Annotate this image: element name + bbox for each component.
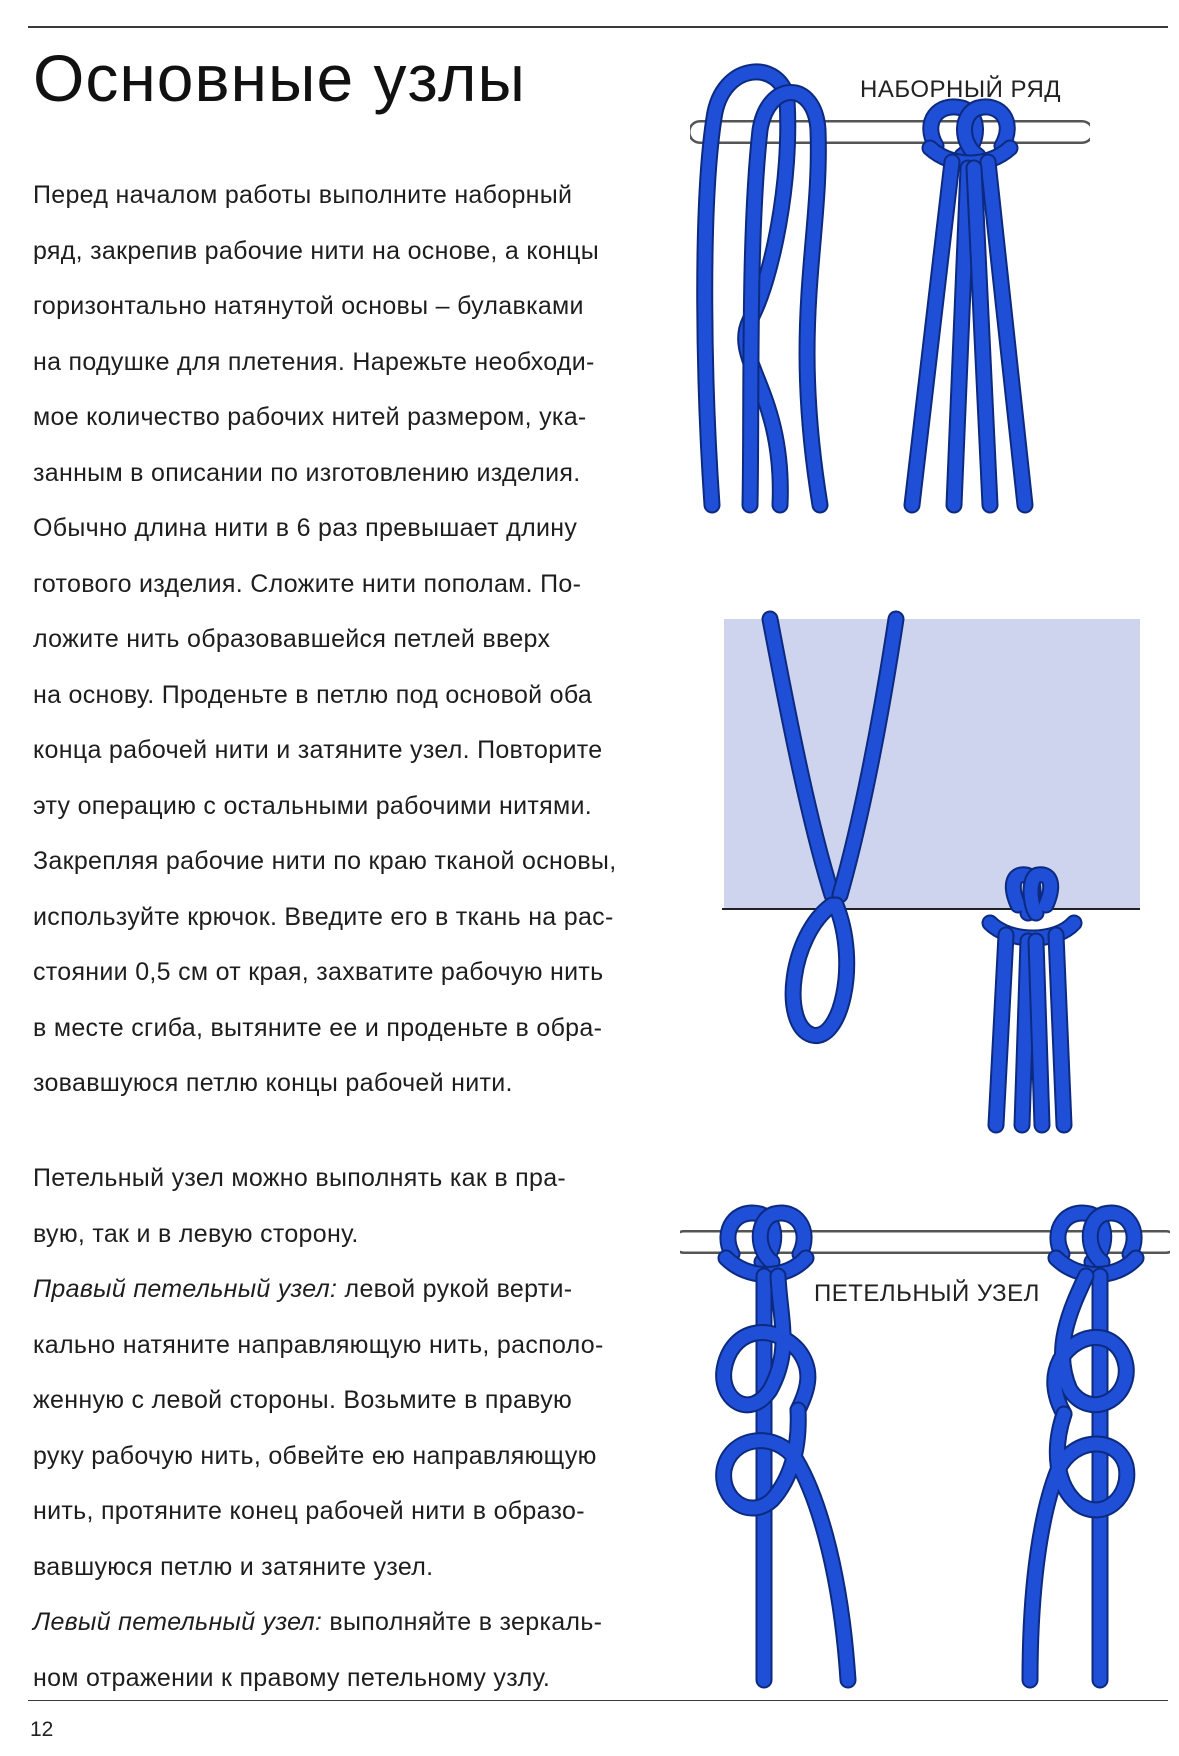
text-line: ложите нить образовавшейся петлей вверх [33, 625, 551, 653]
text-line: эту операцию с остальными рабочими нитями. [33, 791, 592, 820]
fabric-diagram [710, 605, 1150, 1135]
right-knot-term: Правый петельный узел: [33, 1275, 338, 1303]
text-line: занным в описании по изготовлению изделия. [33, 458, 581, 487]
intro-text [33, 168, 673, 1112]
figure-fabric-base [710, 605, 1150, 1135]
cast-on-label: НАБОРНЫЙ РЯД [860, 76, 1062, 103]
text-line: готового изделия. Сложите нити пополам. По- [33, 569, 582, 598]
text-line: конца рабочей нити и затяните узел. Повторите [33, 736, 603, 764]
top-rule [28, 26, 1168, 28]
text-line: Перед началом работы выполните наборный [33, 181, 573, 209]
text-line: на подушке для плетения. Нарежьте необходи- [33, 347, 595, 376]
text-line: нить, протяните конец рабочей нити в образо- [33, 1497, 585, 1525]
text-line: Обычно длина нити в 6 раз превышает длину [33, 514, 578, 542]
loop-knot-paragraph [33, 1151, 673, 1706]
loop-knot-text [33, 1151, 673, 1706]
page-title: Основные узлы [33, 41, 526, 115]
text-line: кально натяните направляющую нить, располо- [33, 1330, 604, 1359]
fabric-knot [990, 875, 1074, 1125]
text-line: вую, так и в левую сторону. [33, 1219, 359, 1248]
text-line: на основу. Проденьте в петлю под основой оба [33, 680, 593, 709]
text-line [33, 1262, 673, 1318]
text-line: ном отражении к правому петельному узлу. [33, 1663, 551, 1692]
text-line: мое количество рабочих нитей размером, ука- [33, 403, 587, 431]
text-line: зовавшуюся петлю концы рабочей нити. [33, 1069, 513, 1097]
text-line: стоянии 0,5 см от края, захватите рабочую нить [33, 958, 604, 986]
text-line: Закрепляя рабочие нити по краю тканой основы, [33, 847, 617, 875]
loop-knot-diagram [680, 1200, 1170, 1690]
figure-cast-on-row [690, 60, 1090, 515]
page-number: 12 [30, 1718, 54, 1741]
text-line: в месте сгиба, вытяните ее и проденьте в обра- [33, 1013, 603, 1042]
text-line [33, 1595, 673, 1651]
bottom-rule [28, 1700, 1168, 1701]
lark-head-knot [912, 107, 1025, 505]
text-run: левой рукой верти- [337, 1275, 573, 1303]
intro-paragraph [33, 168, 673, 1112]
text-line: ряд, закрепив рабочие нити на основе, а концы [33, 236, 600, 265]
text-line: Петельный узел можно выполнять как в пра- [33, 1164, 567, 1192]
cast-on-diagram [690, 60, 1090, 515]
text-line: вавшуюся петлю и затяните узел. [33, 1552, 434, 1581]
text-run: выполняйте в зеркаль- [322, 1608, 603, 1636]
text-line: горизонтально натянутой основы – булавками [33, 292, 584, 320]
text-line: руку рабочую нить, обвейте ею направляющую [33, 1441, 597, 1470]
text-line: женную с левой стороны. Возьмите в правую [33, 1386, 573, 1414]
left-knot-term: Левый петельный узел: [33, 1608, 323, 1636]
text-line: используйте крючок. Введите его в ткань на рас- [33, 902, 614, 931]
loop-knot-label: ПЕТЕЛЬНЫЙ УЗЕЛ [814, 1280, 1040, 1307]
figure-loop-knot [680, 1200, 1170, 1690]
left-loop-knot [1030, 1213, 1136, 1680]
